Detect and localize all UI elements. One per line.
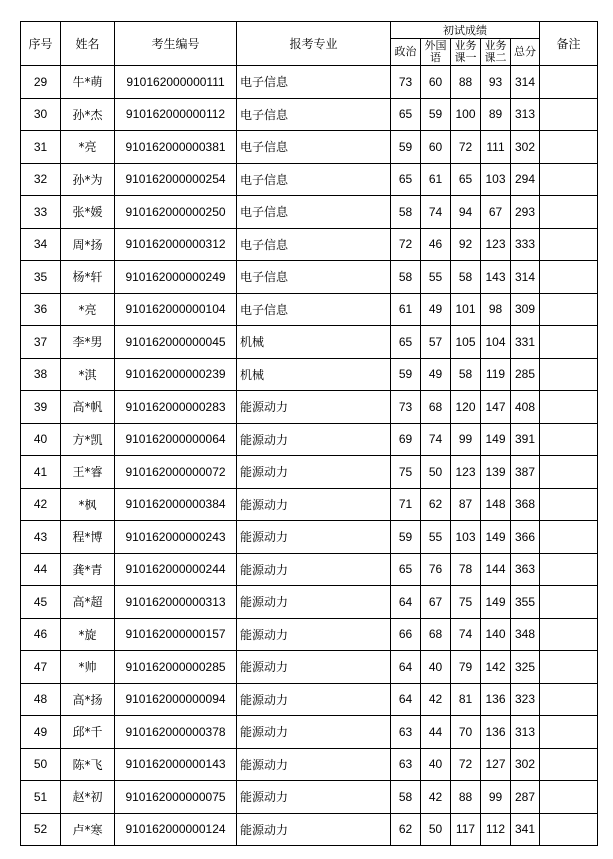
remark-cell [540, 326, 598, 359]
table-row [21, 586, 598, 619]
total-cell: 313 [511, 98, 540, 131]
total-cell: 302 [511, 131, 540, 164]
course1-cell: 75 [451, 586, 481, 619]
politics-cell: 58 [391, 261, 421, 294]
name-cell: 邱*千 [61, 716, 115, 749]
major-cell: 机械 [237, 326, 391, 359]
exam-no-cell: 910162000000143 [115, 748, 237, 781]
remark-cell [540, 651, 598, 684]
course2-cell: 93 [481, 66, 511, 99]
table-row [21, 651, 598, 684]
name-cell: 高*扬 [61, 683, 115, 716]
course2-cell: 99 [481, 781, 511, 814]
politics-cell: 63 [391, 748, 421, 781]
seq-cell: 35 [21, 261, 61, 294]
seq-cell: 44 [21, 553, 61, 586]
table-row [21, 521, 598, 554]
name-cell: 张*媛 [61, 196, 115, 229]
exam-no-cell: 910162000000285 [115, 651, 237, 684]
name-cell: 王*睿 [61, 456, 115, 489]
seq-cell: 29 [21, 66, 61, 99]
header-remark: 备注 [540, 22, 598, 66]
table-row [21, 228, 598, 261]
seq-cell: 50 [21, 748, 61, 781]
exam-no-cell: 910162000000072 [115, 456, 237, 489]
course2-cell: 89 [481, 98, 511, 131]
foreign-lang-cell: 60 [421, 66, 451, 99]
header-seq: 序号 [21, 22, 61, 66]
seq-cell: 32 [21, 163, 61, 196]
foreign-lang-cell: 68 [421, 618, 451, 651]
politics-cell: 65 [391, 553, 421, 586]
remark-cell [540, 228, 598, 261]
course2-cell: 111 [481, 131, 511, 164]
course1-cell: 81 [451, 683, 481, 716]
header-foreign-lang: 外国语 [421, 39, 451, 66]
foreign-lang-cell: 57 [421, 326, 451, 359]
seq-cell: 34 [21, 228, 61, 261]
course1-cell: 103 [451, 521, 481, 554]
name-cell: *亮 [61, 293, 115, 326]
course1-cell: 92 [451, 228, 481, 261]
politics-cell: 64 [391, 586, 421, 619]
foreign-lang-cell: 40 [421, 651, 451, 684]
course2-cell: 142 [481, 651, 511, 684]
foreign-lang-cell: 49 [421, 293, 451, 326]
remark-cell [540, 748, 598, 781]
politics-cell: 59 [391, 358, 421, 391]
table-row [21, 131, 598, 164]
total-cell: 314 [511, 261, 540, 294]
name-cell: 孙*杰 [61, 98, 115, 131]
header-politics: 政治 [391, 39, 421, 66]
score-table [20, 21, 598, 846]
seq-cell: 45 [21, 586, 61, 619]
course1-cell: 65 [451, 163, 481, 196]
politics-cell: 71 [391, 488, 421, 521]
major-cell: 能源动力 [237, 683, 391, 716]
remark-cell [540, 423, 598, 456]
seq-cell: 48 [21, 683, 61, 716]
politics-cell: 73 [391, 66, 421, 99]
total-cell: 309 [511, 293, 540, 326]
remark-cell [540, 683, 598, 716]
seq-cell: 36 [21, 293, 61, 326]
seq-cell: 49 [21, 716, 61, 749]
table-row [21, 683, 598, 716]
name-cell: 程*博 [61, 521, 115, 554]
total-cell: 323 [511, 683, 540, 716]
course2-cell: 136 [481, 683, 511, 716]
header-course2: 业务课二 [481, 39, 511, 66]
name-cell: 周*扬 [61, 228, 115, 261]
total-cell: 341 [511, 813, 540, 846]
politics-cell: 69 [391, 423, 421, 456]
total-cell: 331 [511, 326, 540, 359]
course2-cell: 140 [481, 618, 511, 651]
exam-no-cell: 910162000000045 [115, 326, 237, 359]
major-cell: 电子信息 [237, 66, 391, 99]
table-row [21, 813, 598, 846]
foreign-lang-cell: 67 [421, 586, 451, 619]
course2-cell: 149 [481, 423, 511, 456]
major-cell: 能源动力 [237, 813, 391, 846]
politics-cell: 58 [391, 781, 421, 814]
foreign-lang-cell: 74 [421, 423, 451, 456]
total-cell: 293 [511, 196, 540, 229]
course1-cell: 94 [451, 196, 481, 229]
politics-cell: 64 [391, 683, 421, 716]
exam-no-cell: 910162000000378 [115, 716, 237, 749]
course1-cell: 100 [451, 98, 481, 131]
total-cell: 387 [511, 456, 540, 489]
total-cell: 285 [511, 358, 540, 391]
seq-cell: 30 [21, 98, 61, 131]
exam-no-cell: 910162000000283 [115, 391, 237, 424]
major-cell: 电子信息 [237, 196, 391, 229]
seq-cell: 52 [21, 813, 61, 846]
remark-cell [540, 781, 598, 814]
major-cell: 电子信息 [237, 131, 391, 164]
name-cell: 孙*为 [61, 163, 115, 196]
total-cell: 313 [511, 716, 540, 749]
major-cell: 能源动力 [237, 456, 391, 489]
table-row [21, 98, 598, 131]
exam-no-cell: 910162000000075 [115, 781, 237, 814]
header-total: 总分 [511, 39, 540, 66]
name-cell: 卢*寒 [61, 813, 115, 846]
remark-cell [540, 553, 598, 586]
major-cell: 能源动力 [237, 553, 391, 586]
course1-cell: 123 [451, 456, 481, 489]
table-row [21, 326, 598, 359]
header-name: 姓名 [61, 22, 115, 66]
politics-cell: 73 [391, 391, 421, 424]
header-prelim-group: 初试成绩 [391, 22, 540, 39]
seq-cell: 43 [21, 521, 61, 554]
exam-no-cell: 910162000000094 [115, 683, 237, 716]
table-row [21, 423, 598, 456]
table-row [21, 456, 598, 489]
table-row [21, 748, 598, 781]
course2-cell: 148 [481, 488, 511, 521]
table-row [21, 488, 598, 521]
table-row [21, 196, 598, 229]
seq-cell: 41 [21, 456, 61, 489]
total-cell: 325 [511, 651, 540, 684]
foreign-lang-cell: 55 [421, 261, 451, 294]
table-row [21, 553, 598, 586]
name-cell: *枫 [61, 488, 115, 521]
remark-cell [540, 131, 598, 164]
major-cell: 机械 [237, 358, 391, 391]
total-cell: 348 [511, 618, 540, 651]
total-cell: 333 [511, 228, 540, 261]
politics-cell: 63 [391, 716, 421, 749]
major-cell: 电子信息 [237, 228, 391, 261]
total-cell: 366 [511, 521, 540, 554]
remark-cell [540, 521, 598, 554]
politics-cell: 61 [391, 293, 421, 326]
seq-cell: 47 [21, 651, 61, 684]
foreign-lang-cell: 74 [421, 196, 451, 229]
name-cell: 牛*萌 [61, 66, 115, 99]
seq-cell: 37 [21, 326, 61, 359]
seq-cell: 40 [21, 423, 61, 456]
politics-cell: 72 [391, 228, 421, 261]
exam-no-cell: 910162000000157 [115, 618, 237, 651]
course1-cell: 78 [451, 553, 481, 586]
total-cell: 391 [511, 423, 540, 456]
exam-no-cell: 910162000000313 [115, 586, 237, 619]
course1-cell: 101 [451, 293, 481, 326]
remark-cell [540, 488, 598, 521]
foreign-lang-cell: 42 [421, 781, 451, 814]
remark-cell [540, 98, 598, 131]
name-cell: 高*帆 [61, 391, 115, 424]
name-cell: 赵*初 [61, 781, 115, 814]
major-cell: 能源动力 [237, 748, 391, 781]
course2-cell: 98 [481, 293, 511, 326]
remark-cell [540, 716, 598, 749]
seq-cell: 38 [21, 358, 61, 391]
course1-cell: 99 [451, 423, 481, 456]
course2-cell: 147 [481, 391, 511, 424]
major-cell: 能源动力 [237, 781, 391, 814]
seq-cell: 33 [21, 196, 61, 229]
course2-cell: 123 [481, 228, 511, 261]
exam-no-cell: 910162000000254 [115, 163, 237, 196]
course2-cell: 67 [481, 196, 511, 229]
course2-cell: 149 [481, 586, 511, 619]
foreign-lang-cell: 59 [421, 98, 451, 131]
remark-cell [540, 163, 598, 196]
exam-no-cell: 910162000000250 [115, 196, 237, 229]
course1-cell: 105 [451, 326, 481, 359]
exam-no-cell: 910162000000064 [115, 423, 237, 456]
foreign-lang-cell: 61 [421, 163, 451, 196]
major-cell: 能源动力 [237, 391, 391, 424]
course2-cell: 119 [481, 358, 511, 391]
course1-cell: 87 [451, 488, 481, 521]
total-cell: 294 [511, 163, 540, 196]
major-cell: 能源动力 [237, 521, 391, 554]
course2-cell: 139 [481, 456, 511, 489]
foreign-lang-cell: 49 [421, 358, 451, 391]
remark-cell [540, 358, 598, 391]
name-cell: 杨*轩 [61, 261, 115, 294]
exam-no-cell: 910162000000381 [115, 131, 237, 164]
table-row [21, 261, 598, 294]
foreign-lang-cell: 50 [421, 813, 451, 846]
politics-cell: 59 [391, 131, 421, 164]
major-cell: 电子信息 [237, 163, 391, 196]
major-cell: 能源动力 [237, 618, 391, 651]
exam-no-cell: 910162000000244 [115, 553, 237, 586]
name-cell: 陈*飞 [61, 748, 115, 781]
remark-cell [540, 196, 598, 229]
total-cell: 408 [511, 391, 540, 424]
politics-cell: 66 [391, 618, 421, 651]
header-exam-no: 考生编号 [115, 22, 237, 66]
course2-cell: 144 [481, 553, 511, 586]
table-row [21, 66, 598, 99]
major-cell: 电子信息 [237, 98, 391, 131]
exam-no-cell: 910162000000239 [115, 358, 237, 391]
name-cell: *帅 [61, 651, 115, 684]
course1-cell: 58 [451, 261, 481, 294]
major-cell: 电子信息 [237, 261, 391, 294]
major-cell: 能源动力 [237, 716, 391, 749]
course2-cell: 127 [481, 748, 511, 781]
remark-cell [540, 813, 598, 846]
major-cell: 能源动力 [237, 488, 391, 521]
foreign-lang-cell: 46 [421, 228, 451, 261]
table-row [21, 618, 598, 651]
exam-no-cell: 910162000000111 [115, 66, 237, 99]
course1-cell: 88 [451, 66, 481, 99]
foreign-lang-cell: 60 [421, 131, 451, 164]
table-row [21, 293, 598, 326]
politics-cell: 62 [391, 813, 421, 846]
seq-cell: 31 [21, 131, 61, 164]
foreign-lang-cell: 44 [421, 716, 451, 749]
total-cell: 287 [511, 781, 540, 814]
course1-cell: 88 [451, 781, 481, 814]
course1-cell: 117 [451, 813, 481, 846]
foreign-lang-cell: 55 [421, 521, 451, 554]
politics-cell: 65 [391, 98, 421, 131]
politics-cell: 75 [391, 456, 421, 489]
remark-cell [540, 586, 598, 619]
course1-cell: 70 [451, 716, 481, 749]
course1-cell: 58 [451, 358, 481, 391]
politics-cell: 59 [391, 521, 421, 554]
foreign-lang-cell: 50 [421, 456, 451, 489]
course2-cell: 112 [481, 813, 511, 846]
foreign-lang-cell: 76 [421, 553, 451, 586]
course2-cell: 104 [481, 326, 511, 359]
name-cell: 方*凯 [61, 423, 115, 456]
course1-cell: 72 [451, 131, 481, 164]
major-cell: 能源动力 [237, 423, 391, 456]
course2-cell: 103 [481, 163, 511, 196]
seq-cell: 42 [21, 488, 61, 521]
remark-cell [540, 618, 598, 651]
total-cell: 355 [511, 586, 540, 619]
total-cell: 363 [511, 553, 540, 586]
seq-cell: 46 [21, 618, 61, 651]
name-cell: 龚*青 [61, 553, 115, 586]
total-cell: 302 [511, 748, 540, 781]
name-cell: 李*男 [61, 326, 115, 359]
remark-cell [540, 456, 598, 489]
exam-no-cell: 910162000000384 [115, 488, 237, 521]
course2-cell: 136 [481, 716, 511, 749]
exam-no-cell: 910162000000112 [115, 98, 237, 131]
major-cell: 电子信息 [237, 293, 391, 326]
total-cell: 368 [511, 488, 540, 521]
course2-cell: 149 [481, 521, 511, 554]
total-cell: 314 [511, 66, 540, 99]
remark-cell [540, 391, 598, 424]
header-major: 报考专业 [237, 22, 391, 66]
politics-cell: 65 [391, 326, 421, 359]
major-cell: 能源动力 [237, 586, 391, 619]
table-row [21, 391, 598, 424]
course2-cell: 143 [481, 261, 511, 294]
course1-cell: 72 [451, 748, 481, 781]
politics-cell: 58 [391, 196, 421, 229]
name-cell: 高*超 [61, 586, 115, 619]
exam-no-cell: 910162000000104 [115, 293, 237, 326]
foreign-lang-cell: 68 [421, 391, 451, 424]
name-cell: *旋 [61, 618, 115, 651]
course1-cell: 79 [451, 651, 481, 684]
exam-no-cell: 910162000000249 [115, 261, 237, 294]
course1-cell: 120 [451, 391, 481, 424]
foreign-lang-cell: 42 [421, 683, 451, 716]
exam-no-cell: 910162000000243 [115, 521, 237, 554]
course1-cell: 74 [451, 618, 481, 651]
politics-cell: 64 [391, 651, 421, 684]
remark-cell [540, 261, 598, 294]
remark-cell [540, 66, 598, 99]
header-course1: 业务课一 [451, 39, 481, 66]
name-cell: *亮 [61, 131, 115, 164]
seq-cell: 51 [21, 781, 61, 814]
table-row [21, 781, 598, 814]
remark-cell [540, 293, 598, 326]
foreign-lang-cell: 40 [421, 748, 451, 781]
seq-cell: 39 [21, 391, 61, 424]
foreign-lang-cell: 62 [421, 488, 451, 521]
table-row [21, 358, 598, 391]
table-row [21, 163, 598, 196]
major-cell: 能源动力 [237, 651, 391, 684]
exam-no-cell: 910162000000124 [115, 813, 237, 846]
exam-no-cell: 910162000000312 [115, 228, 237, 261]
name-cell: *淇 [61, 358, 115, 391]
table-row [21, 716, 598, 749]
politics-cell: 65 [391, 163, 421, 196]
